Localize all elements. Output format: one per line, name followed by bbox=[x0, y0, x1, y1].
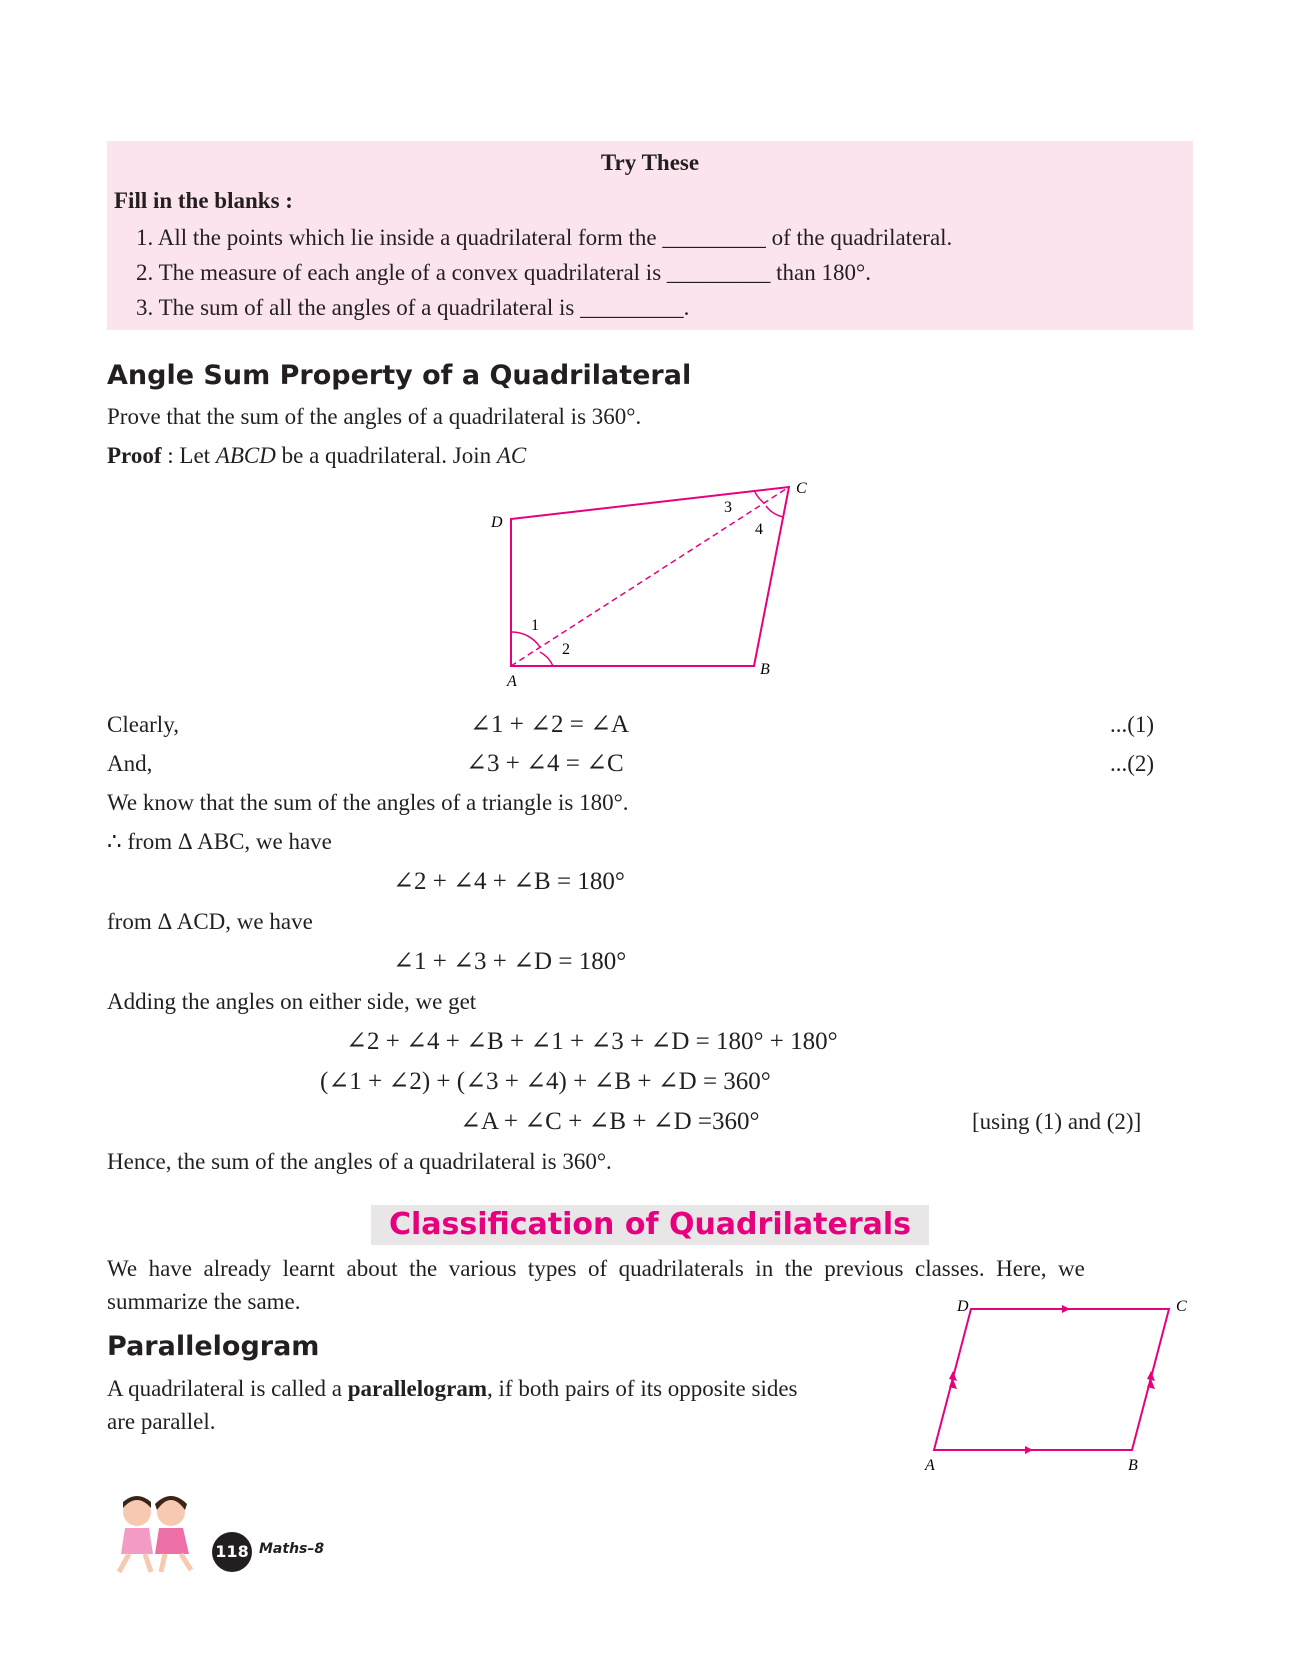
angle-sum-heading: Angle Sum Property of a Quadrilateral bbox=[107, 360, 692, 391]
proof-line bbox=[107, 441, 526, 471]
vertex-label-b: B bbox=[760, 661, 770, 678]
from-acd: from Δ ACD, we have bbox=[107, 909, 313, 934]
kid-2-leg bbox=[161, 1554, 165, 1572]
fill-blanks-instruction: Fill in the blanks : bbox=[114, 188, 293, 213]
proof-label: Proof bbox=[107, 443, 162, 468]
arrow-ab-icon bbox=[1025, 1446, 1033, 1454]
classification-heading: Classification of Quadrilaterals bbox=[389, 1207, 911, 1242]
therefore-abc: ∴ from Δ ABC, we have bbox=[107, 829, 332, 854]
equation-3: ∠2 + ∠4 + ∠B = 180° bbox=[393, 868, 625, 895]
equation-7: ∠A + ∠C + ∠B + ∠D =360° bbox=[460, 1108, 760, 1135]
parallelogram-heading: Parallelogram bbox=[107, 1331, 320, 1362]
para-vertex-b: B bbox=[1128, 1457, 1138, 1474]
angle-arc-2 bbox=[540, 652, 553, 666]
parallelogram-def-bold: parallelogram bbox=[347, 1376, 488, 1401]
classification-intro-1: We have already learnt about the various types of quadrilaterals in the previous classes. Here, we bbox=[107, 1256, 1085, 1281]
angle-label-2: 2 bbox=[562, 641, 570, 658]
para-vertex-c: C bbox=[1176, 1298, 1187, 1315]
proof-abcd: ABCD bbox=[215, 443, 276, 468]
para-vertex-a: A bbox=[925, 1457, 935, 1474]
parallelogram-def-post: , if both pairs of its opposite sides bbox=[487, 1376, 798, 1401]
clearly-label: Clearly, bbox=[107, 712, 179, 737]
angle-label-1: 1 bbox=[531, 617, 539, 634]
angle-sum-statement: Prove that the sum of the angles of a quadrilateral is 360°. bbox=[107, 404, 642, 429]
try-item-1: 1. All the points which lie inside a quadrilateral form the _________ of the quadrilateral. bbox=[136, 225, 953, 250]
adding-line: Adding the angles on either side, we get bbox=[107, 989, 477, 1014]
angle-arc-1 bbox=[511, 632, 540, 647]
equation-1-ref: ...(1) bbox=[1110, 712, 1155, 737]
parallelogram-definition bbox=[107, 1374, 798, 1404]
try-item-2: 2. The measure of each angle of a convex quadrilateral is _________ than 180°. bbox=[136, 260, 871, 285]
parallelogram-abcd bbox=[934, 1309, 1169, 1450]
proof-text: : Let bbox=[161, 443, 216, 468]
equation-6: (∠1 + ∠2) + (∠3 + ∠4) + ∠B + ∠D = 360° bbox=[320, 1068, 771, 1095]
equation-2: ∠3 + ∠4 = ∠C bbox=[466, 750, 624, 777]
book-title: Maths–8 bbox=[259, 1541, 325, 1557]
kid-1-body bbox=[121, 1528, 153, 1554]
angle-arc-3 bbox=[754, 490, 764, 503]
equation-1: ∠1 + ∠2 = ∠A bbox=[470, 711, 630, 738]
arrow-dc-icon bbox=[1062, 1305, 1070, 1313]
proof-text-2: be a quadrilateral. Join bbox=[275, 443, 497, 468]
equation-4: ∠1 + ∠3 + ∠D = 180° bbox=[393, 948, 627, 975]
parallelogram-def-line2: are parallel. bbox=[107, 1409, 216, 1434]
kid-2-body bbox=[155, 1528, 189, 1554]
kid-1-leg bbox=[119, 1554, 129, 1572]
try-item-3: 3. The sum of all the angles of a quadrilateral is _________. bbox=[136, 295, 690, 320]
equation-2-ref: ...(2) bbox=[1110, 751, 1155, 776]
para-vertex-d: D bbox=[957, 1298, 969, 1315]
vertex-label-d: D bbox=[491, 514, 503, 531]
vertex-label-c: C bbox=[796, 480, 807, 497]
angle-label-3: 3 bbox=[724, 499, 732, 516]
proof-ac: AC bbox=[496, 443, 527, 468]
vertex-label-a: A bbox=[507, 673, 517, 690]
parallelogram-figure bbox=[915, 1285, 1195, 1475]
kid-2-leg-2 bbox=[181, 1554, 191, 1570]
classification-intro-2: summarize the same. bbox=[107, 1289, 301, 1314]
page-number: 118 bbox=[212, 1532, 252, 1572]
try-these-title: Try These bbox=[600, 150, 700, 175]
kid-1-leg-2 bbox=[145, 1554, 151, 1572]
triangle-fact: We know that the sum of the angles of a triangle is 180°. bbox=[107, 790, 629, 815]
kids-illustration bbox=[105, 1490, 205, 1580]
angle-label-4: 4 bbox=[755, 521, 763, 538]
equation-5: ∠2 + ∠4 + ∠B + ∠1 + ∠3 + ∠D = 180° + 180° bbox=[346, 1028, 838, 1055]
arrow-ad-2-icon bbox=[949, 1371, 957, 1381]
quadrilateral-figure bbox=[480, 470, 820, 690]
equation-7-ref: [using (1) and (2)] bbox=[972, 1109, 1142, 1134]
parallelogram-def-pre: A quadrilateral is called a bbox=[107, 1376, 348, 1401]
angle-arc-4 bbox=[766, 506, 783, 517]
conclusion: Hence, the sum of the angles of a quadrilateral is 360°. bbox=[107, 1149, 612, 1174]
arrow-bc-2-icon bbox=[1147, 1371, 1155, 1381]
and-label: And, bbox=[107, 751, 153, 776]
